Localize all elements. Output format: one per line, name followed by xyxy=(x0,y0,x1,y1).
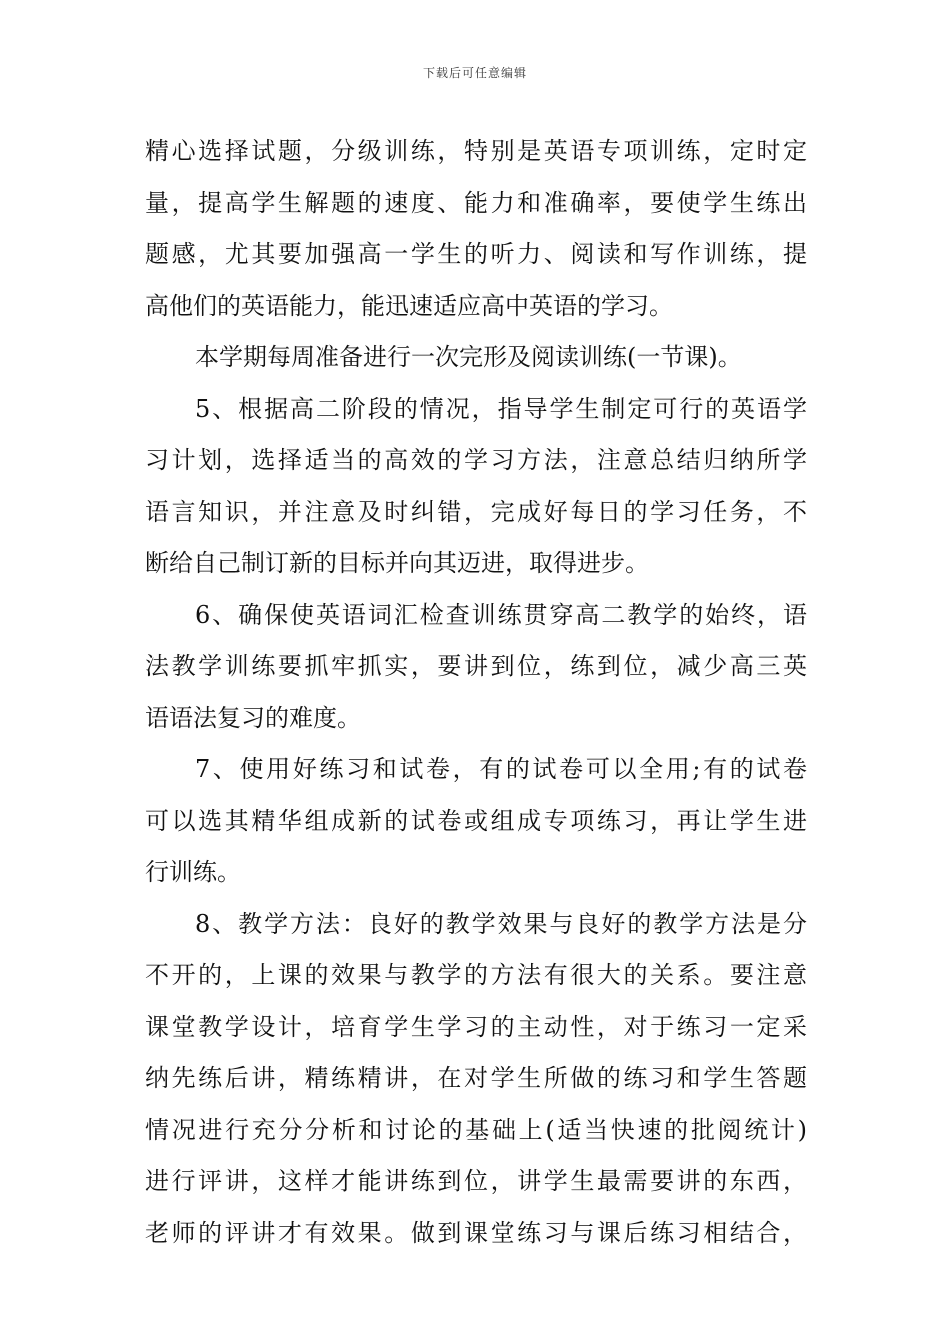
text-line: 量，提高学生解题的速度、能力和准确率，要使学生练出 xyxy=(145,188,807,217)
text-line: 行训练。 xyxy=(145,858,241,886)
text-line: 7、使用好练习和试卷，有的试卷可以全用;有的试卷 xyxy=(195,755,807,783)
paragraph xyxy=(145,126,807,332)
paragraph xyxy=(145,744,807,899)
text-line: 纳先练后讲，精练精讲，在对学生所做的练习和学生答题 xyxy=(145,1064,807,1092)
page-header: 下载后可任意编辑 xyxy=(422,66,527,80)
paragraph xyxy=(145,899,807,1260)
text-line: 6、确保使英语词汇检查训练贯穿高二教学的始终，语 xyxy=(195,600,807,629)
text-line: 精心选择试题，分级训练，特别是英语专项训练，定时定 xyxy=(145,137,807,165)
text-line: 语言知识，并注意及时纠错，完成好每日的学习任务，不 xyxy=(145,497,807,526)
paragraph xyxy=(145,384,807,590)
text-line: 进行评讲，这样才能讲练到位，讲学生最需要讲的东西， xyxy=(145,1167,807,1195)
text-line: 题感，尤其要加强高一学生的听力、阅读和写作训练，提 xyxy=(145,240,807,268)
text-line: 情况进行充分分析和讨论的基础上(适当快速的批阅统计) xyxy=(145,1115,807,1144)
text-line: 语语法复习的难度。 xyxy=(145,703,361,732)
text-line: 8、教学方法：良好的教学效果与良好的教学方法是分 xyxy=(195,909,807,938)
document-body xyxy=(145,126,807,1259)
text-line: 课堂教学设计，培育学生学习的主动性，对于练习一定采 xyxy=(145,1012,807,1041)
text-line: 习计划，选择适当的高效的学习方法，注意总结归纳所学 xyxy=(145,446,807,474)
text-line: 老师的评讲才有效果。做到课堂练习与课后练习相结合， xyxy=(145,1218,807,1247)
text-line: 高他们的英语能力，能迅速适应高中英语的学习。 xyxy=(145,291,673,320)
text-line: 可以选其精华组成新的试卷或组成专项练习，再让学生进 xyxy=(145,806,807,835)
text-line: 法教学训练要抓牢抓实，要讲到位，练到位，减少高三英 xyxy=(145,652,807,680)
text-line: 5、根据高二阶段的情况，指导学生制定可行的英语学 xyxy=(195,394,807,423)
text-line: 断给自己制订新的目标并向其迈进，取得进步。 xyxy=(145,549,649,577)
text-line: 不开的，上课的效果与教学的方法有很大的关系。要注意 xyxy=(145,961,807,989)
paragraph xyxy=(145,590,807,745)
paragraph xyxy=(145,332,807,384)
text-line: 本学期每周准备进行一次完形及阅读训练(一节课)。 xyxy=(195,343,742,371)
